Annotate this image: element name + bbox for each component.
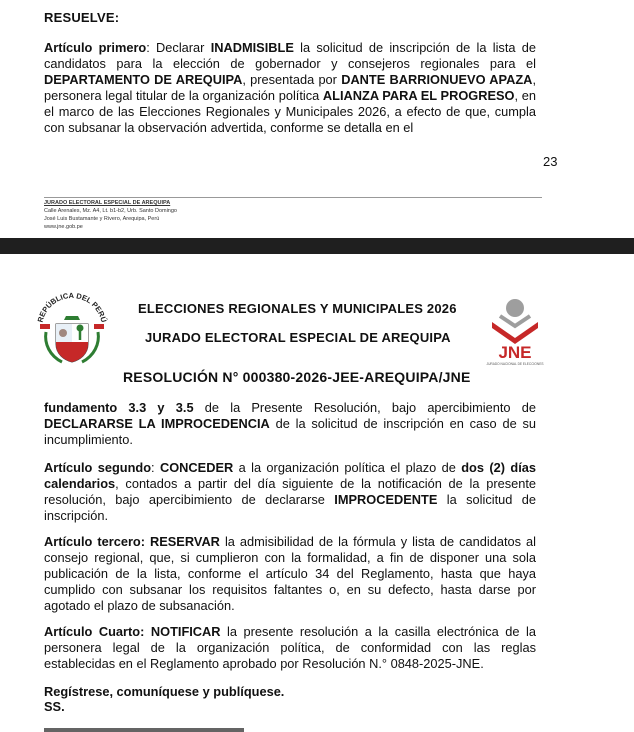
resolution-number: RESOLUCIÓN N° 000380-2026-JEE-AREQUIPA/JNE [123,369,471,385]
organization-name: ALIANZA PARA EL PROGRESO [322,88,515,103]
text-run: la admisibilidad de la fórmula y lista de candidatos al consejo regional, que, si cumplieron con la formalidad, a fin de disponer una sola publicación de la lista, conforme el artículo 34 del Reglamento, hasta que haya cumplido con subsanar los requisitos faltantes o, en su defecto, hasta darse por agotado el plazo de subsanación. [44,534,536,613]
article-first-paragraph [44,40,536,136]
deadline-term: dos (2) días calendarios [44,460,536,491]
article-fourth-label: Artículo Cuarto: NOTIFICAR [44,624,221,639]
department-name: DEPARTAMENTO DE AREQUIPA [44,72,243,87]
text-run: de la Presente Resolución, bajo apercibimiento de [193,400,536,415]
footer-title: JURADO ELECTORAL ESPECIAL DE AREQUIPA [44,200,171,206]
article-fourth-paragraph [44,624,536,672]
seal-arc-text: REPÚBLICA DEL PERÚ [35,290,109,324]
footer-divider [44,197,542,198]
text-run: : Declarar [146,40,211,55]
footer-address-line1: Calle Arenales, Mz. A4, Lt. b1-b2, Urb. Santo Domingo [44,208,177,214]
peru-coat-of-arms-icon [32,288,112,368]
header-election-title: ELECCIONES REGIONALES Y MUNICIPALES 2026 [138,301,457,316]
article-third-paragraph [44,534,536,614]
text-run: a la organización política el plazo de [233,460,462,475]
closing-line: Regístrese, comuníquese y publíquese. [44,684,285,699]
fundamento-ref: fundamento 3.3 y 3.5 [44,400,194,415]
page-number: 23 [543,154,558,169]
header-jurado-title: JURADO ELECTORAL ESPECIAL DE AREQUIPA [145,330,451,345]
document-page-bottom [0,254,634,732]
text-run: la solicitud de inscripción. [44,492,536,523]
text-run: , contados a partir del día siguiente de la notificación de la presente resolución, bajo apercibimiento de declararse [44,476,536,507]
text-run: de la solicitud de inscripción en caso de su incumplimiento. [44,416,536,447]
jne-logo-subtitle: JURADO NACIONAL DE ELECCIONES [486,362,544,366]
closing-signature-abbrev: SS. [44,699,65,714]
article-second-label: Artículo segundo [44,460,152,475]
footer-address-line2: José Luis Bustamante y Rivero, Arequipa, Perú [44,216,160,222]
page-separator [0,238,634,254]
article-second-paragraph [44,460,536,524]
page-footer [44,199,177,231]
jne-logo-icon [484,296,546,366]
jne-logo-text: JNE [498,343,532,362]
text-run: , personera legal titular de la organización política [44,72,536,103]
fundamento-paragraph [44,400,536,448]
text-run: la presente resolución a la casilla electrónica de la personera legal de la organización política, de conformidad con las reglas establecidas en el Reglamento aprobado por Resolución N.° 0848-2025-JNE. [44,624,536,671]
closing-formula [44,684,284,714]
footer-website: www.jne.gob.pe [44,224,83,230]
inadmisible-term: INADMISIBLE [210,40,294,55]
article-first-label: Artículo primero [44,40,147,55]
text-run: la solicitud de inscripción de la lista de candidatos para la elección de gobernador y consejeros regionales para el [44,40,536,71]
representative-name: DANTE BARRIONUEVO APAZA [341,72,533,87]
resuelve-heading: RESUELVE: [44,10,120,25]
improcedente-term: IMPROCEDENTE [334,492,438,507]
text-run: , presentada por [242,72,342,87]
conceder-term: CONCEDER [159,460,234,475]
text-run: , en el marco de las Elecciones Regionales y Municipales 2026, a efecto de que, cumpla con subsanar la observación advertida, conforme se detalla en el [44,88,536,135]
document-page-top [0,0,634,238]
text-run: : [151,460,160,475]
article-third-label: Artículo tercero: RESERVAR [44,534,220,549]
cropped-signature-line [44,728,244,732]
improcedencia-term: DECLARARSE LA IMPROCEDENCIA [44,416,270,431]
